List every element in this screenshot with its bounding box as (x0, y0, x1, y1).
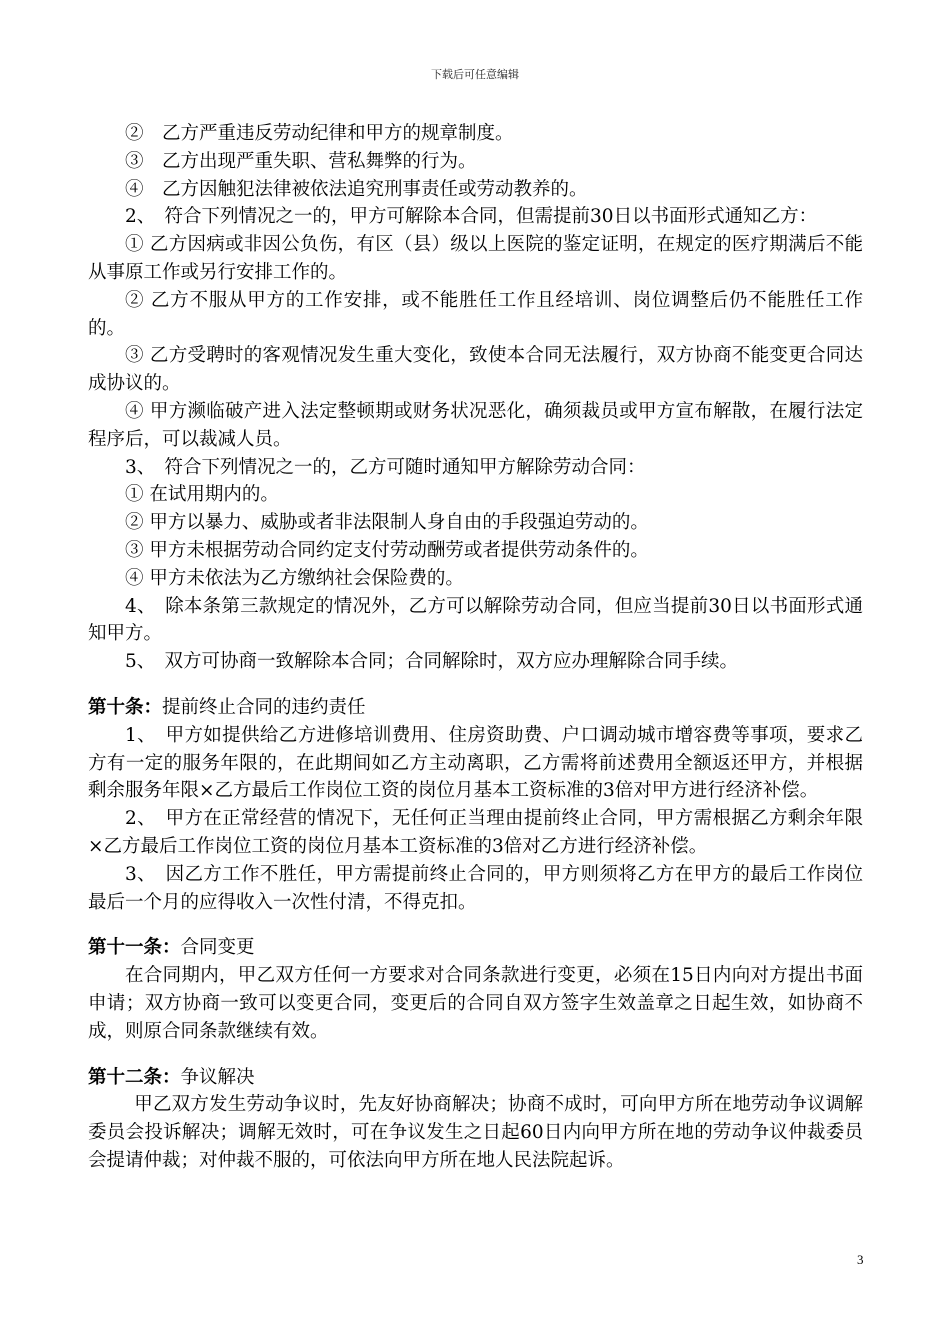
art9-clause-3-item-4: ④ 甲方未依法为乙方缴纳社会保险费的。 (125, 567, 464, 589)
article-11-title: 合同变更 (180, 937, 255, 959)
article-12-title: 争议解决 (180, 1066, 255, 1088)
document-body (88, 120, 863, 1175)
page-header: 下载后可任意编辑 (431, 68, 519, 81)
article-12-label: 第十二条： (88, 1066, 181, 1088)
art9-item-2: ② 乙方严重违反劳动纪律和甲方的规章制度。 (125, 123, 514, 144)
art9-clause-2-item-3: ③ 乙方受聘时的客观情况发生重大变化，致使本合同无法履行，双方协商不能变更合同达成协议的。 (88, 345, 863, 395)
art12-paragraph: 甲乙双方发生劳动争议时，先友好协商解决；协商不成时，可向甲方所在地劳动争议调解委员会投诉解决；调解无效时，可在争议发生之日起60日内向甲方所在地的劳动争议仲裁委员会提请仲裁；对仲裁不服的，可依法向甲方所在地人民法院起诉。 (88, 1094, 863, 1171)
article-10-label: 第十条： (88, 696, 163, 718)
page-number: 3 (857, 1252, 864, 1267)
article-11-label: 第十一条： (88, 937, 181, 959)
art9-clause-2-item-4: ④ 甲方濒临破产进入法定整顿期或财务状况恶化，确须裁员或甲方宣布解散，在履行法定程序后，可以裁减人员。 (88, 400, 863, 450)
art9-clause-3-item-2: ② 甲方以暴力、威胁或者非法限制人身自由的手段强迫劳动的。 (125, 512, 649, 534)
art10-clause-3: 3、 因乙方工作不胜任，甲方需提前终止合同的，甲方则须将乙方在甲方的最后工作岗位最后一个月的应得收入一次性付清，不得克扣。 (88, 863, 863, 913)
art9-clause-4: 4、 除本条第三款规定的情况外，乙方可以解除劳动合同，但应当提前30日以书面形式通知甲方。 (88, 595, 863, 645)
article-12-heading (88, 1064, 863, 1092)
article-10-title: 提前终止合同的违约责任 (162, 696, 366, 718)
art10-clause-1: 1、 甲方如提供给乙方进修培训费用、住房资助费、户口调动城市增容费等事项，要求乙方有一定的服务年限的，在此期间如乙方主动离职，乙方需将前述费用全额返还甲方，并根据剩余服务年限×乙方最后工作岗位工资的岗位月基本工资标准的3倍对甲方进行经济补偿。 (88, 724, 863, 802)
art9-item-4: ④ 乙方因触犯法律被依法追究刑事责任或劳动教养的。 (125, 178, 588, 200)
art9-clause-5: 5、 双方可协商一致解除本合同；合同解除时，双方应办理解除合同手续。 (125, 651, 739, 673)
article-11-heading (88, 934, 863, 962)
art9-clause-2: 2、 符合下列情况之一的，甲方可解除本合同，但需提前30日以书面形式通知乙方： (125, 206, 818, 228)
art11-paragraph: 在合同期内，甲乙双方任何一方要求对合同条款进行变更，必须在15日内向对方提出书面申请；双方协商一致可以变更合同，变更后的合同自双方签字生效盖章之日起生效，如协商不成，则原合同条款继续有效。 (88, 965, 863, 1042)
art9-clause-2-item-1: ① 乙方因病或非因公负伤，有区（县）级以上医院的鉴定证明，在规定的医疗期满后不能从事原工作或另行安排工作的。 (88, 234, 863, 283)
art9-clause-2-item-2: ② 乙方不服从甲方的工作安排，或不能胜任工作且经培训、岗位调整后仍不能胜任工作的。 (88, 289, 863, 339)
art9-clause-3-item-1: ① 在试用期内的。 (125, 484, 279, 506)
art9-item-3: ③ 乙方出现严重失职、营私舞弊的行为。 (125, 150, 477, 172)
art9-clause-3-item-3: ③ 甲方未根据劳动合同约定支付劳动酬劳或者提供劳动条件的。 (125, 539, 649, 561)
article-10-heading (88, 694, 863, 722)
art9-clause-3: 3、 符合下列情况之一的，乙方可随时通知甲方解除劳动合同： (125, 456, 646, 478)
art10-clause-2: 2、 甲方在正常经营的情况下，无任何正当理由提前终止合同，甲方需根据乙方剩余年限×乙方最后工作岗位工资的岗位月基本工资标准的3倍对乙方进行经济补偿。 (88, 808, 863, 857)
